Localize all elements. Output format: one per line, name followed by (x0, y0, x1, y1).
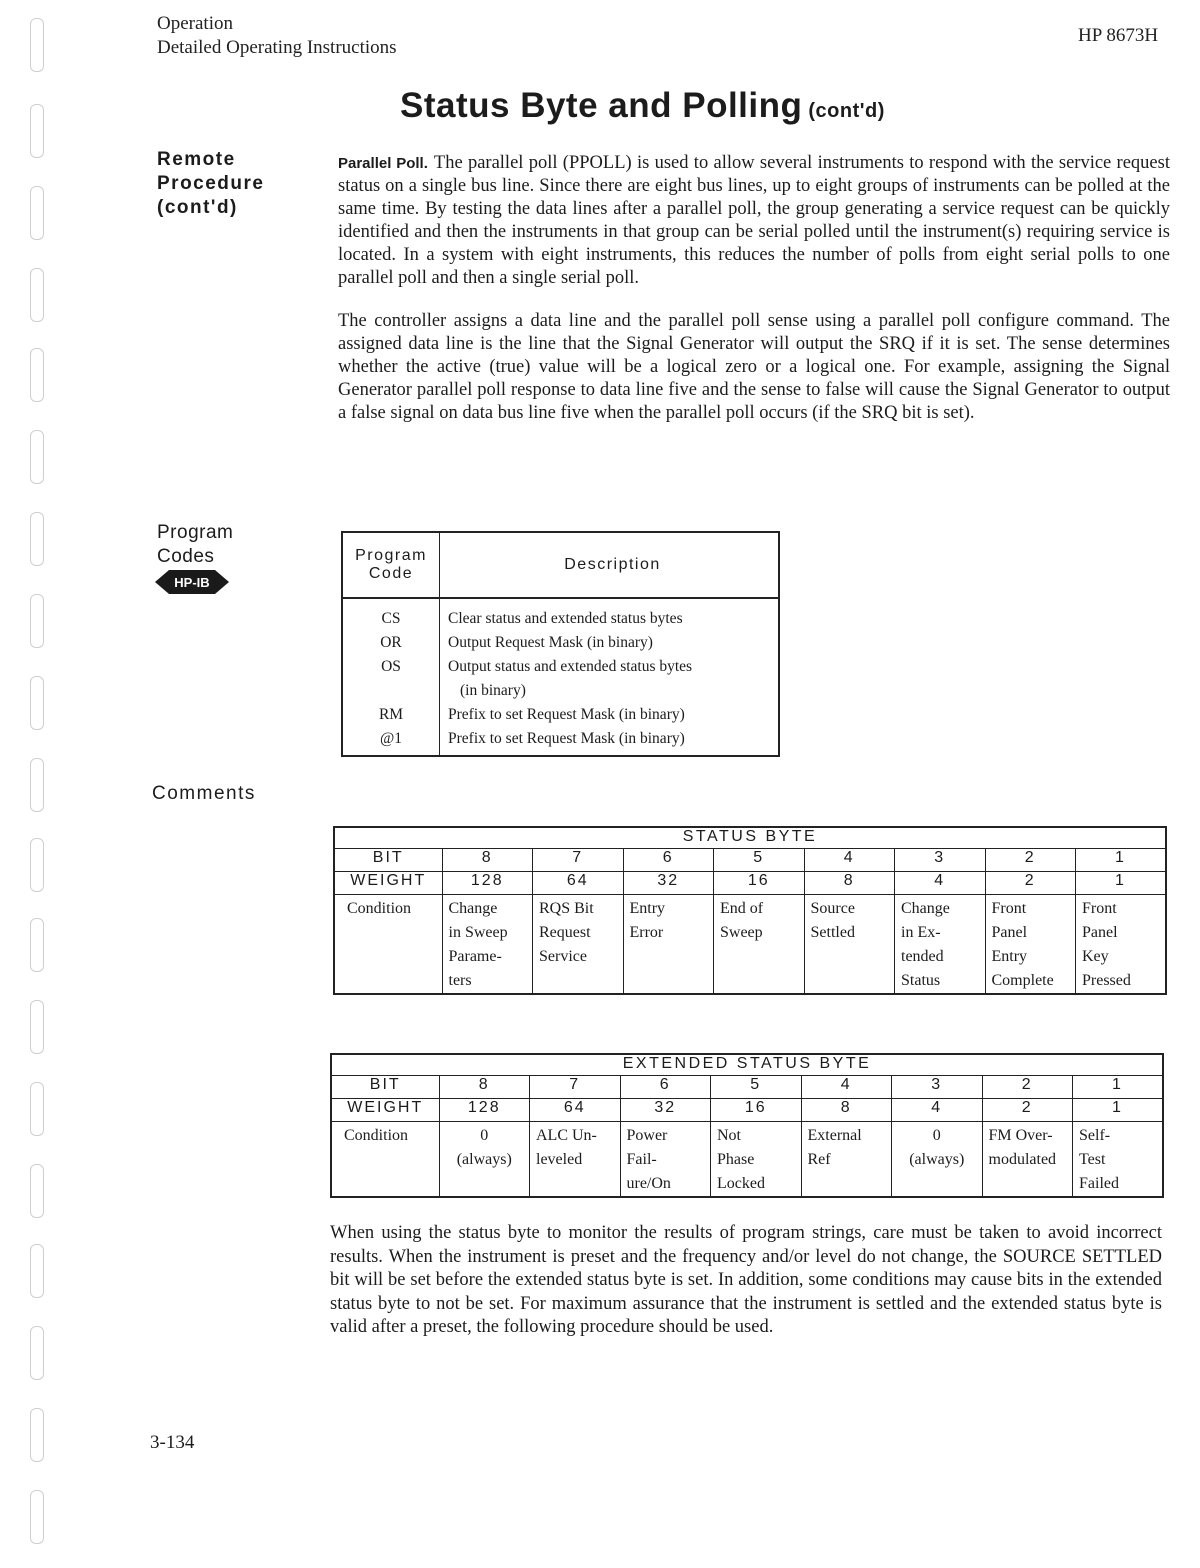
condition-line: Status (901, 972, 941, 989)
condition-line: Phase (717, 1151, 755, 1168)
sidebar-comments: Comments (152, 783, 256, 804)
condition-line: Self- (1079, 1127, 1111, 1144)
condition-cell (620, 1122, 711, 1198)
header-text: Code (368, 565, 414, 582)
condition-line: Ref (807, 1151, 831, 1168)
running-header (157, 12, 397, 60)
condition-line: Service (539, 948, 587, 965)
condition-line: Panel (1082, 924, 1118, 941)
badge-label: HP-IB (174, 575, 210, 590)
condition-line: Pressed (1082, 972, 1131, 989)
sidebar-remote-procedure (157, 148, 264, 220)
weight-cell: 16 (711, 1099, 802, 1122)
status-byte-bit-row (334, 849, 1166, 872)
paragraph-controller: The controller assigns a data line and the parallel poll sense using a parallel poll configure command. The assigned data line is the line that the Signal Generator will output the SRQ if it is set. The sense determines whether the active (true) value will be a logical zero or a logical one. For example, assigning the Signal Generator parallel poll response to data line five and the sense to false will cause the Signal Generator to output a false signal on data bus line five when the parallel poll occurs (if the SRQ bit is set). (338, 311, 1170, 423)
paragraph-text: The parallel poll (PPOLL) is used to allow several instruments to respond with the service request status on a single bus line. Since there are eight bus lines, up to eight groups of instruments can be polled at the same time. By testing the data lines after a parallel poll, the group generating a service request can be quickly identified and then the instruments in that group can be serial polled until the instrument(s) requiring service is located. In a system with eight instruments, this reduces the number of polls from eight serial polls to one parallel poll and then a single serial poll. (338, 153, 1170, 288)
binder-hole (30, 918, 44, 972)
status-byte-caption: STATUS BYTE (334, 827, 1166, 849)
binder-hole (30, 758, 44, 812)
condition-cell (892, 1122, 983, 1198)
condition-line: Entry (991, 948, 1028, 965)
header-model: HP 8673H (1078, 25, 1159, 46)
weight-cell: 8 (801, 1099, 892, 1122)
sidebar-line: (cont'd) (157, 197, 238, 218)
paragraph-parallel-poll (338, 152, 1170, 290)
description-cell: Output Request Mask (in binary) (448, 634, 653, 651)
bit-label: BIT (331, 1076, 439, 1099)
header-program-code (342, 532, 440, 598)
condition-cell (801, 1122, 892, 1198)
condition-line: Entry (629, 900, 666, 917)
description-column (440, 598, 780, 756)
bit-cell: 8 (439, 1076, 530, 1099)
binder-hole (30, 1244, 44, 1298)
bit-cell: 1 (1073, 1076, 1164, 1099)
condition-line: (always) (909, 1151, 965, 1168)
condition-label: Condition (331, 1122, 439, 1198)
program-code-body (342, 598, 779, 756)
binder-hole (30, 594, 44, 648)
sidebar-line: Codes (157, 546, 215, 567)
bit-cell: 3 (892, 1076, 983, 1099)
extended-weight-row (331, 1099, 1163, 1122)
condition-line: 0 (480, 1127, 489, 1144)
condition-line: ure/On (626, 1175, 671, 1192)
condition-line: 0 (932, 1127, 941, 1144)
bit-cell: 1 (1076, 849, 1167, 872)
closing-paragraph: When using the status byte to monitor the results of program strings, care must be taken to avoid incorrect results. When the instrument is preset and the frequency and/or level do not change, the SOURCE SETTLED bit will be set before the extended status byte is set. In addition, some conditions may cause bits in the extended status byte to not be set. For maximum assurance that the instrument is settled and the extended status byte is valid after a preset, the following procedure should be used. (330, 1223, 1162, 1337)
condition-line: Change (901, 900, 950, 917)
condition-line: Error (629, 924, 664, 941)
code-cell: OS (381, 658, 401, 675)
code-cell: @1 (379, 730, 403, 747)
code-cell: CS (381, 610, 401, 627)
weight-label: WEIGHT (331, 1099, 439, 1122)
condition-line: ters (448, 972, 472, 989)
binder-hole (30, 18, 44, 72)
description-cell: Prefix to set Request Mask (in binary) (448, 730, 685, 747)
extended-status-byte-caption: EXTENDED STATUS BYTE (331, 1054, 1163, 1076)
condition-cell (623, 895, 714, 995)
condition-cell (895, 895, 986, 995)
binder-hole (30, 676, 44, 730)
sidebar-line: Remote (157, 149, 236, 170)
binder-hole (30, 1082, 44, 1136)
extended-condition-row (331, 1122, 1163, 1198)
description-cell: Prefix to set Request Mask (in binary) (448, 706, 685, 723)
condition-cell (804, 895, 895, 995)
condition-cell (442, 895, 533, 995)
condition-label: Condition (334, 895, 442, 995)
weight-cell: 32 (620, 1099, 711, 1122)
condition-line: Power (626, 1127, 668, 1144)
condition-line: leveled (536, 1151, 583, 1168)
condition-line: RQS Bit (539, 900, 594, 917)
bit-cell: 8 (442, 849, 533, 872)
title-suffix: (cont'd) (808, 100, 885, 122)
condition-line: Source (810, 900, 855, 917)
code-cell (344, 679, 438, 703)
status-byte-condition-row (334, 895, 1166, 995)
bit-cell: 5 (714, 849, 805, 872)
description-cell: Output status and extended status bytes (448, 658, 693, 675)
bit-cell: 3 (895, 849, 986, 872)
weight-cell: 1 (1076, 872, 1167, 895)
weight-cell: 16 (714, 872, 805, 895)
weight-cell: 4 (892, 1099, 983, 1122)
condition-cell (714, 895, 805, 995)
binder-hole (30, 838, 44, 892)
condition-cell (711, 1122, 802, 1198)
condition-cell (985, 895, 1076, 995)
binder-hole (30, 1326, 44, 1380)
bit-cell: 2 (982, 1076, 1073, 1099)
condition-line: Change (448, 900, 498, 917)
condition-line: Not (717, 1127, 741, 1144)
binder-hole (30, 268, 44, 322)
description-cell: Clear status and extended status bytes (448, 610, 683, 627)
binder-hole (30, 104, 44, 158)
condition-cell (982, 1122, 1073, 1198)
bit-cell: 4 (801, 1076, 892, 1099)
weight-cell: 1 (1073, 1099, 1164, 1122)
condition-line: End of (720, 900, 764, 917)
condition-line: in Sweep (448, 924, 508, 941)
weight-cell: 2 (982, 1099, 1073, 1122)
condition-line: (always) (456, 1151, 512, 1168)
weight-label: WEIGHT (334, 872, 442, 895)
condition-line: Parame- (448, 948, 502, 965)
condition-line: Test (1079, 1151, 1106, 1168)
sidebar-line: Procedure (157, 173, 265, 194)
binder-hole (30, 186, 44, 240)
status-byte-caption-row (334, 827, 1166, 849)
extended-bit-row (331, 1076, 1163, 1099)
bit-cell: 6 (620, 1076, 711, 1099)
condition-line: Fail- (626, 1151, 657, 1168)
program-code-header-row (342, 532, 779, 598)
header-text: Program (355, 547, 427, 564)
weight-cell: 32 (623, 872, 714, 895)
title-main: Status Byte and Polling (400, 86, 803, 125)
bit-label: BIT (334, 849, 442, 872)
condition-line: modulated (988, 1151, 1057, 1168)
code-cell: RM (378, 706, 404, 723)
weight-cell: 64 (530, 1099, 621, 1122)
condition-line: Front (1082, 900, 1117, 917)
binder-hole (30, 348, 44, 402)
condition-cell (533, 895, 624, 995)
bit-cell: 7 (530, 1076, 621, 1099)
condition-cell (439, 1122, 530, 1198)
extended-status-byte-caption-row (331, 1054, 1163, 1076)
weight-cell: 128 (439, 1099, 530, 1122)
condition-cell (1076, 895, 1167, 995)
bit-cell: 6 (623, 849, 714, 872)
condition-line: Request (539, 924, 591, 941)
condition-line: Locked (717, 1175, 765, 1192)
condition-line: Front (991, 900, 1027, 917)
sidebar-line: Program (157, 522, 234, 543)
program-code-table (341, 531, 780, 757)
weight-cell: 2 (985, 872, 1076, 895)
weight-cell: 8 (804, 872, 895, 895)
weight-cell: 64 (533, 872, 624, 895)
page-title (400, 86, 885, 126)
binder-hole (30, 1408, 44, 1462)
status-byte-weight-row (334, 872, 1166, 895)
binder-hole (30, 1000, 44, 1054)
condition-line: Sweep (720, 924, 763, 941)
header-subsection: Detailed Operating Instructions (157, 37, 397, 58)
description-cell: (in binary) (460, 682, 526, 699)
condition-cell (1073, 1122, 1164, 1198)
sidebar-program-codes (157, 521, 233, 569)
condition-line: ALC Un- (536, 1127, 597, 1144)
condition-line: Failed (1079, 1175, 1119, 1192)
weight-cell: 4 (895, 872, 986, 895)
condition-cell (530, 1122, 621, 1198)
condition-line: in Ex- (901, 924, 941, 941)
bit-cell: 7 (533, 849, 624, 872)
condition-line: Complete (991, 972, 1054, 989)
binder-hole (30, 1490, 44, 1544)
binder-hole (30, 430, 44, 484)
binder-holes (0, 0, 60, 1568)
runin-heading: Parallel Poll. (338, 155, 428, 172)
condition-line: External (807, 1127, 862, 1144)
bit-cell: 5 (711, 1076, 802, 1099)
condition-line: FM Over- (988, 1127, 1053, 1144)
page-number: 3-134 (150, 1432, 195, 1453)
binder-hole (30, 1164, 44, 1218)
code-column (342, 598, 440, 756)
header-description: Description (440, 532, 780, 598)
code-cell: OR (380, 634, 402, 651)
bit-cell: 4 (804, 849, 895, 872)
status-byte-table (333, 826, 1167, 995)
header-section: Operation (157, 13, 233, 34)
bit-cell: 2 (985, 849, 1076, 872)
extended-status-byte-table (330, 1053, 1164, 1198)
condition-line: Settled (810, 924, 855, 941)
hpib-badge-icon (155, 570, 229, 594)
weight-cell: 128 (442, 872, 533, 895)
condition-line: Key (1082, 948, 1109, 965)
condition-line: Panel (991, 924, 1028, 941)
binder-hole (30, 512, 44, 566)
condition-line: tended (901, 948, 944, 965)
parallel-poll-section (338, 152, 1170, 445)
